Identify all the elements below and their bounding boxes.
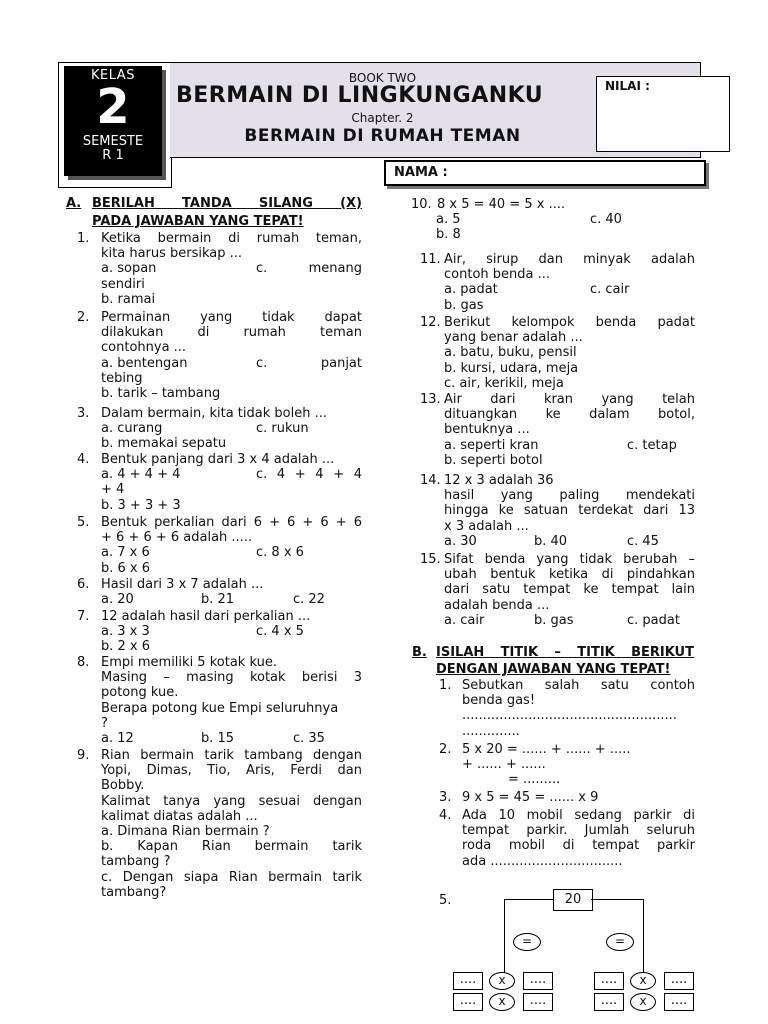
question-number: 9. bbox=[77, 748, 90, 763]
question-text: tambang? bbox=[101, 884, 167, 900]
answer-option: sendiri bbox=[101, 276, 145, 292]
essay-text: .................................................... bbox=[462, 708, 677, 724]
answer-option: a. 20 bbox=[101, 592, 134, 608]
answer-option: b. seperti botol bbox=[444, 452, 543, 468]
essay-text: 5 x 20 = ...... + ...... + ..... bbox=[462, 742, 631, 757]
question-number: 4. bbox=[77, 452, 90, 467]
section-a-title-1: BERILAH TANDA SILANG (X) bbox=[92, 196, 362, 211]
question-number: 12. bbox=[420, 315, 441, 330]
question-text: tambang ? bbox=[101, 854, 171, 870]
answer-option: a. curang bbox=[101, 421, 163, 437]
question-text: Masing – masing kotak berisi 3 bbox=[101, 670, 362, 686]
essay-text: = ......... bbox=[508, 772, 561, 788]
semester-line1: SEMESTE bbox=[82, 134, 144, 149]
answer-option: c. padat bbox=[627, 612, 680, 628]
answer-option: c. tetap bbox=[627, 437, 677, 453]
kelas-number: 2 bbox=[96, 79, 130, 135]
essay-number: 2. bbox=[439, 742, 452, 757]
equals-oval-right: = bbox=[606, 933, 634, 951]
question-text: Sifat benda yang tidak berubah – bbox=[444, 552, 695, 567]
question-text: b. Kapan Rian bermain tarik bbox=[101, 839, 362, 855]
score-label: NILAI : bbox=[605, 79, 650, 93]
essay-text: roda mobil di tempat parkir bbox=[462, 838, 695, 854]
section-b-letter: B. bbox=[412, 645, 427, 660]
question-text: Hasil dari 3 x 7 adalah ... bbox=[101, 577, 264, 592]
section-b-title-1: ISILAH TITIK – TITIK BERIKUT bbox=[436, 645, 694, 660]
answer-option: b. kursi, udara, meja bbox=[444, 360, 579, 376]
blank-box[interactable]: .... bbox=[664, 993, 694, 1011]
answer-option: c. cair bbox=[590, 282, 630, 298]
question-text: contohnya ... bbox=[101, 340, 187, 356]
times-oval: x bbox=[489, 993, 515, 1011]
answer-option: a. 12 bbox=[101, 731, 134, 746]
essay-text: 9 x 5 = 45 = ...... x 9 bbox=[462, 790, 599, 805]
answer-option: a. 7 x 6 bbox=[101, 545, 150, 561]
question-text: Berapa potong kue Empi seluruhnya bbox=[101, 700, 339, 716]
answer-option: b. tarik – tambang bbox=[101, 386, 221, 401]
question-text: Rian bermain tarik tambang dengan bbox=[101, 748, 362, 763]
essay-text: Ada 10 mobil sedang parkir di bbox=[462, 808, 695, 823]
blank-box[interactable]: .... bbox=[453, 993, 483, 1011]
question-number: 1. bbox=[77, 231, 90, 246]
essay-number: 3. bbox=[439, 790, 452, 805]
question-text: Berikut kelompok benda padat bbox=[444, 315, 695, 330]
answer-option: a. 30 bbox=[444, 533, 477, 549]
answer-option: b. gas bbox=[444, 297, 484, 313]
essay-number: 4. bbox=[439, 808, 452, 823]
question-text: Bobby. bbox=[101, 778, 145, 794]
blank-box[interactable]: .... bbox=[453, 972, 483, 990]
semester-line2: R 1 bbox=[102, 148, 124, 163]
answer-option: a. seperti kran bbox=[444, 437, 539, 453]
subtitle: BERMAIN DI RUMAH TEMAN bbox=[244, 126, 521, 146]
question-text: contoh benda ... bbox=[444, 267, 550, 283]
answer-option: c. rukun bbox=[256, 421, 309, 437]
question-number: 8. bbox=[77, 655, 90, 670]
times-oval: x bbox=[630, 993, 656, 1011]
question-text: dilakukan di rumah teman bbox=[101, 325, 362, 341]
question-text: Dalam bermain, kita tidak boleh ... bbox=[101, 406, 327, 421]
essay-text: .............. bbox=[462, 723, 520, 739]
question-text: Air dari kran yang telah bbox=[444, 392, 695, 407]
question-text: x 3 adalah ... bbox=[444, 518, 529, 534]
answer-option: tebing bbox=[101, 370, 143, 386]
question-text: Permainan yang tidak dapat bbox=[101, 310, 362, 325]
question-text: ubah bentuk ketika di pindahkan bbox=[444, 567, 695, 583]
answer-option: b. 6 x 6 bbox=[101, 560, 151, 576]
essay-text: benda gas! bbox=[462, 693, 536, 709]
question-number: 3. bbox=[77, 406, 90, 421]
answer-option: c. panjat bbox=[256, 355, 362, 371]
essay-text: tempat parkir. Jumlah seluruh bbox=[462, 823, 695, 839]
equals-oval-left: = bbox=[513, 933, 541, 951]
question-text: hingga ke satuan terdekat dari 13 bbox=[444, 503, 695, 519]
answer-option: b. 2 x 6 bbox=[101, 639, 151, 655]
chapter-label: Chapter. 2 bbox=[351, 111, 414, 125]
question-number: 11. bbox=[420, 252, 441, 267]
essay-text: + ...... + ...... bbox=[462, 757, 546, 773]
question-number: 5. bbox=[77, 515, 90, 530]
question-text: bentuknya ... bbox=[444, 422, 530, 438]
answer-option: b. 15 bbox=[201, 731, 235, 746]
question-number: 2. bbox=[77, 310, 90, 325]
name-label: NAMA : bbox=[394, 165, 448, 180]
answer-option: a. 5 bbox=[436, 212, 461, 228]
blank-box[interactable]: .... bbox=[523, 993, 553, 1011]
question-text: dari satu tempat ke tempat lain bbox=[444, 582, 695, 598]
question-text: Bentuk perkalian dari 6 + 6 + 6 + 6 bbox=[101, 515, 362, 530]
answer-option: c. 8 x 6 bbox=[256, 545, 304, 561]
question-number: 14. bbox=[420, 473, 441, 488]
times-oval: x bbox=[630, 972, 656, 990]
question-number: 15. bbox=[420, 552, 441, 567]
question-text: a. Dimana Rian bermain ? bbox=[101, 824, 270, 839]
answer-option: b. 8 bbox=[436, 227, 461, 243]
answer-option: b. memakai sepatu bbox=[101, 436, 227, 452]
question-text: 8 x 5 = 40 = 5 x .... bbox=[437, 197, 566, 212]
answer-option: + 4 bbox=[101, 482, 125, 498]
answer-option: c. 45 bbox=[627, 533, 659, 549]
answer-option: c. 4 + 4 + 4 bbox=[256, 467, 362, 483]
question-text: kita harus bersikap ... bbox=[101, 246, 243, 262]
question-text: hasil yang paling mendekati bbox=[444, 488, 695, 504]
book-label: BOOK TWO bbox=[348, 71, 417, 85]
answer-option: a. bentengan bbox=[101, 355, 188, 371]
answer-option: a. batu, buku, pensil bbox=[444, 345, 577, 361]
answer-option: a. cair bbox=[444, 612, 485, 628]
question-text: Bentuk panjang dari 3 x 4 adalah ... bbox=[101, 452, 335, 467]
question-text: ? bbox=[101, 715, 108, 731]
answer-option: b. 40 bbox=[534, 533, 568, 549]
question-text: c. Dengan siapa Rian bermain tarik bbox=[101, 869, 362, 885]
question-text: kalimat diatas adalah ... bbox=[101, 808, 258, 824]
answer-option: c. air, kerikil, meja bbox=[444, 375, 564, 391]
answer-option: c. 40 bbox=[590, 212, 622, 228]
question-text: 12 adalah hasil dari perkalian ... bbox=[101, 609, 311, 624]
blank-box[interactable]: .... bbox=[594, 993, 624, 1011]
question-text: potong kue. bbox=[101, 685, 179, 701]
question-text: + 6 + 6 + 6 adalah ..... bbox=[101, 530, 253, 546]
answer-option: b. gas bbox=[534, 612, 574, 628]
question-text: dituangkan ke dalam botol, bbox=[444, 407, 695, 423]
question-number: 6. bbox=[77, 577, 90, 592]
essay-number: 1. bbox=[439, 678, 452, 693]
kelas-label: KELAS bbox=[91, 68, 135, 83]
top-value-box: 20 bbox=[553, 889, 593, 911]
question-text: 12 x 3 adalah 36 bbox=[444, 473, 554, 488]
question-text: Yopi, Dimas, Tio, Aris, Ferdi dan bbox=[101, 763, 362, 779]
answer-option: c. menang bbox=[256, 261, 362, 277]
answer-option: c. 35 bbox=[293, 731, 325, 746]
question-text: adalah benda ... bbox=[444, 597, 550, 613]
question-text: Kalimat tanya yang sesuai dengan bbox=[101, 793, 362, 809]
answer-option: b. ramai bbox=[101, 291, 156, 307]
blank-box[interactable]: .... bbox=[594, 972, 624, 990]
answer-option: a. 4 + 4 + 4 bbox=[101, 467, 181, 483]
question-text: Air, sirup dan minyak adalah bbox=[444, 252, 695, 267]
question-text: Empi memiliki 5 kotak kue. bbox=[101, 655, 277, 670]
blank-box[interactable]: .... bbox=[664, 972, 694, 990]
times-oval: x bbox=[489, 972, 515, 990]
question-number: 7. bbox=[77, 609, 90, 624]
question-number: 10. bbox=[411, 197, 432, 212]
section-b-title-2: DENGAN JAWABAN YANG TEPAT! bbox=[436, 662, 671, 677]
answer-option: a. 3 x 3 bbox=[101, 624, 150, 640]
question-text: yang benar adalah ... bbox=[444, 330, 583, 346]
answer-option: b. 3 + 3 + 3 bbox=[101, 497, 181, 513]
page-title: BERMAIN DI LINGKUNGANKU bbox=[176, 83, 544, 108]
question-text: Ketika bermain di rumah teman, bbox=[101, 231, 362, 246]
question-number: 13. bbox=[420, 392, 441, 407]
answer-option: a. sopan bbox=[101, 261, 157, 277]
section-a-letter: A. bbox=[66, 196, 82, 211]
answer-option: c. 22 bbox=[293, 592, 325, 608]
blank-box[interactable]: .... bbox=[523, 972, 553, 990]
answer-option: a. padat bbox=[444, 282, 498, 298]
section-a-title-2: PADA JAWABAN YANG TEPAT! bbox=[92, 214, 304, 229]
essay-text: ada ................................ bbox=[462, 853, 623, 869]
answer-option: b. 21 bbox=[201, 592, 235, 608]
essay-text: Sebutkan salah satu contoh bbox=[462, 678, 695, 693]
answer-option: c. 4 x 5 bbox=[256, 624, 304, 640]
essay-number: 5. bbox=[439, 893, 452, 908]
